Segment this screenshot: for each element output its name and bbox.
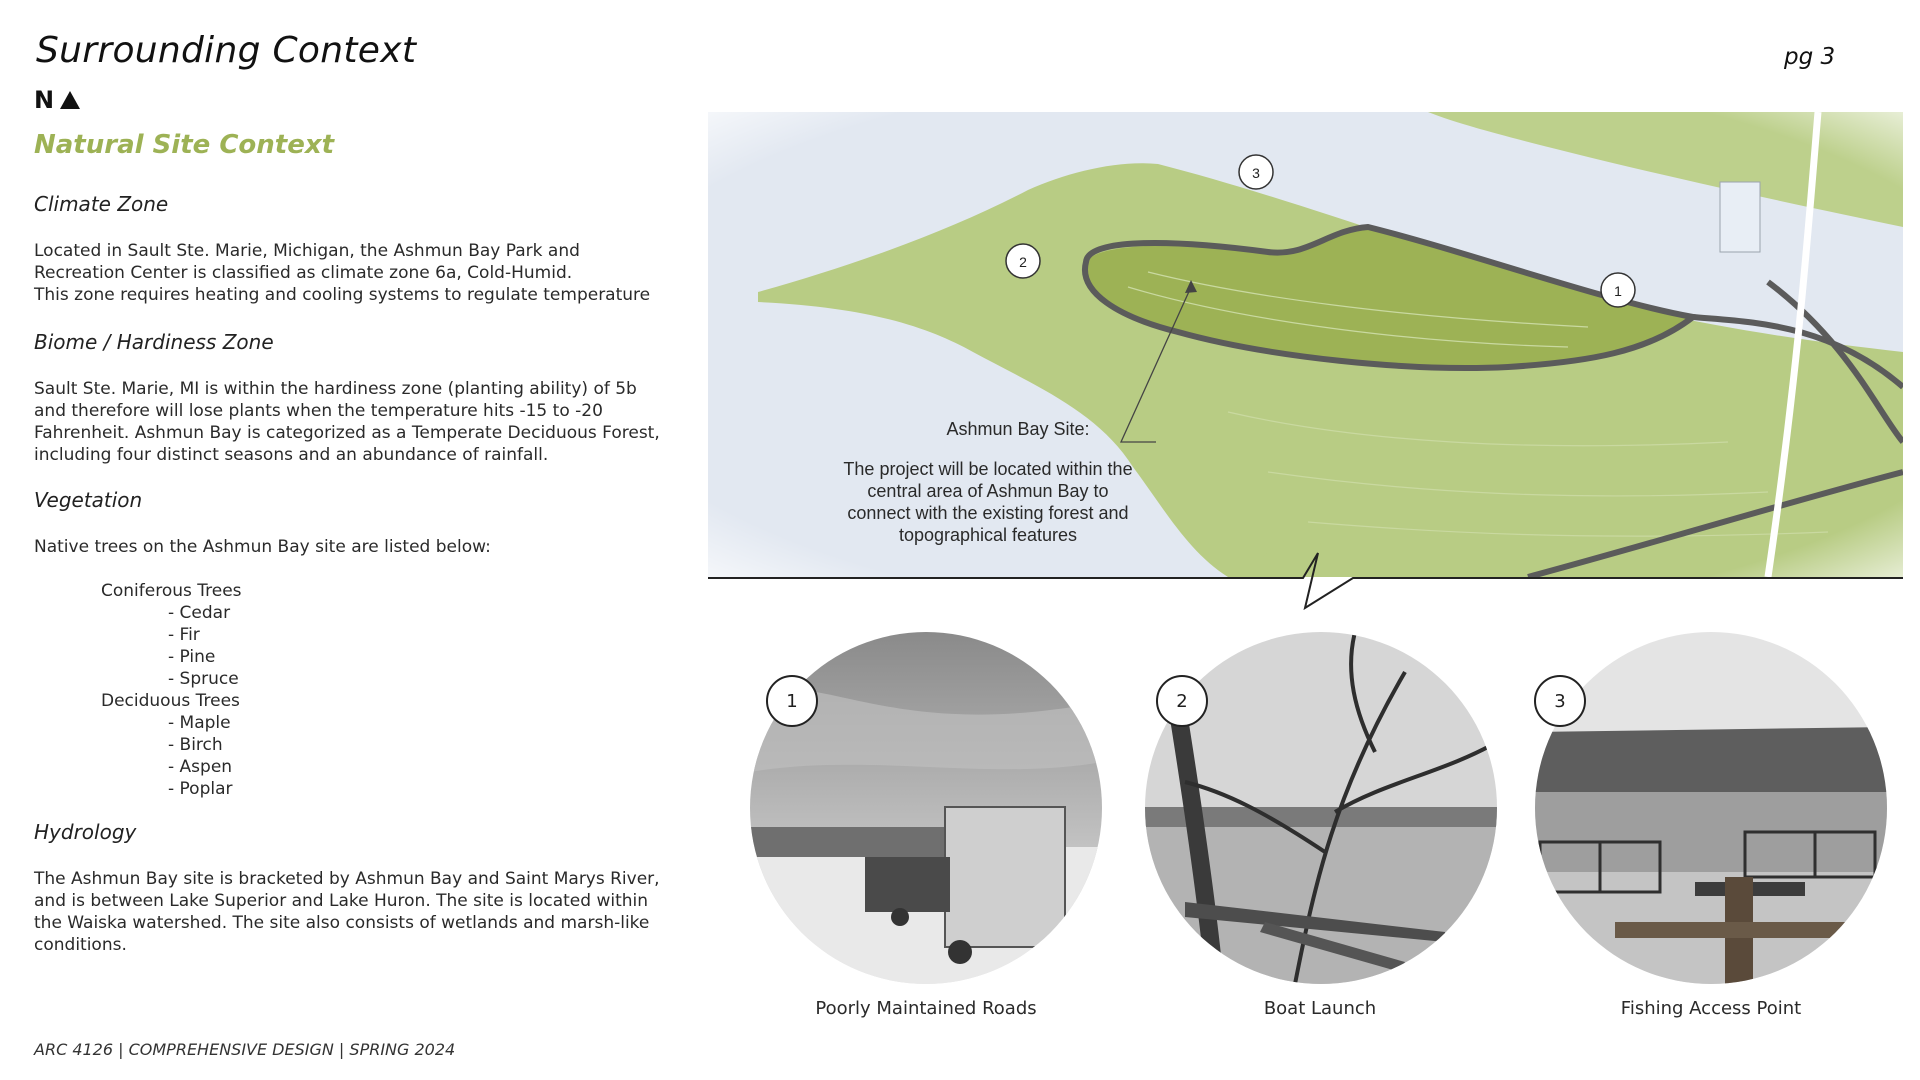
- site-desc-line: central area of Ashmun Bay to: [867, 481, 1109, 501]
- site-map: [708, 112, 1903, 577]
- tree-item: - Pine: [168, 647, 216, 667]
- site-desc-line: The project will be located within the: [843, 459, 1133, 479]
- callout-divider: [708, 545, 1903, 615]
- tree-item: - Aspen: [168, 757, 233, 777]
- section-subtitle: Natural Site Context: [34, 130, 335, 160]
- site-desc-line: topographical features: [898, 525, 1078, 545]
- vegetation-intro: Native trees on the Ashmun Bay site are listed below:: [34, 537, 491, 557]
- page-number: pg 3: [1784, 44, 1836, 70]
- tree-item: - Fir: [168, 625, 200, 645]
- svg-text:2: 2: [1019, 254, 1027, 270]
- coniferous-label: Coniferous Trees: [101, 581, 242, 601]
- map-marker-1: [1601, 273, 1635, 307]
- north-arrow: [34, 86, 80, 114]
- photo-caption: Fishing Access Point: [1620, 998, 1802, 1019]
- tree-item: - Poplar: [168, 779, 233, 799]
- site-label: Ashmun Bay Site:: [946, 419, 1090, 439]
- photo-number-badge: 2: [1156, 675, 1208, 727]
- svg-text:3: 3: [1252, 165, 1260, 181]
- page-title: Surrounding Context: [36, 30, 417, 71]
- climate-heading: Climate Zone: [34, 192, 169, 216]
- biome-heading: Biome / Hardiness Zone: [34, 330, 274, 354]
- north-arrow-icon: [60, 91, 80, 109]
- tree-item: - Birch: [168, 735, 223, 755]
- biome-body: Sault Ste. Marie, MI is within the hardiness zone (planting ability) of 5b and therefore will lose plants when the temperature hits -15 to -20 Fahrenheit. Ashmun Bay is categorized as a Temperate Deciduous Forest, including four distinct seasons and an abundance of rainfall.: [34, 379, 660, 465]
- photo-number-badge: 3: [1534, 675, 1586, 727]
- tree-item: - Spruce: [168, 669, 239, 689]
- course-footer: ARC 4126 | COMPREHENSIVE DESIGN | SPRING 2024: [34, 1040, 456, 1059]
- climate-body: Located in Sault Ste. Marie, Michigan, the Ashmun Bay Park and Recreation Center is classified as climate zone 6a, Cold-Humid. This zone requires heating and cooling systems to regulate temperature: [34, 241, 651, 305]
- deciduous-label: Deciduous Trees: [101, 691, 240, 711]
- photo-fishing-access-point: [1535, 632, 1887, 984]
- photo-caption: Boat Launch: [1263, 998, 1377, 1019]
- tree-item: - Maple: [168, 713, 231, 733]
- north-label: N: [34, 86, 55, 114]
- vegetation-heading: Vegetation: [34, 488, 143, 512]
- site-desc-line: connect with the existing forest and: [847, 503, 1129, 523]
- photo-number-badge: 1: [766, 675, 818, 727]
- svg-text:1: 1: [1614, 283, 1622, 299]
- map-marker-2: [1006, 244, 1040, 278]
- hydrology-body: The Ashmun Bay site is bracketed by Ashmun Bay and Saint Marys River, and is between Lake Superior and Lake Huron. The site is located within the Waiska watershed. The site also consists of wetlands and marsh-like conditions.: [34, 869, 660, 955]
- hydrology-heading: Hydrology: [34, 820, 137, 844]
- photo-caption: Poorly Maintained Roads: [815, 998, 1037, 1019]
- map-marker-3: [1239, 155, 1273, 189]
- tree-item: - Cedar: [168, 603, 231, 623]
